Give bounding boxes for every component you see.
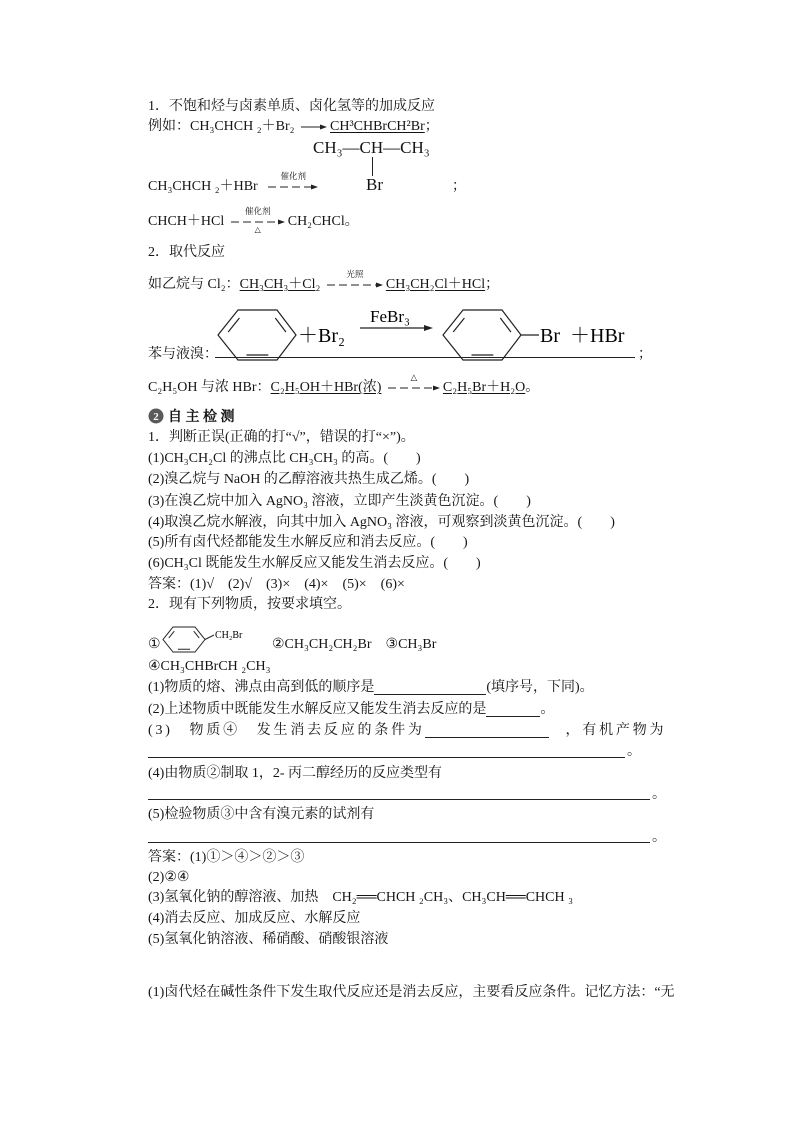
equation-product: CH₂CHCl xyxy=(287,214,345,229)
fill-prompt: 2．现有下列物质，按要求填空。 xyxy=(148,597,351,612)
judge-item: (6)CH₃Cl 既能发生水解反应又能发生消去反应。( ) xyxy=(148,556,481,571)
equation-label: 苯与液溴： xyxy=(148,347,218,362)
substance-1-label: ① xyxy=(148,637,161,652)
equation-end: ； xyxy=(424,119,439,134)
judge-item: (2)溴乙烷与 NaOH 的乙醇溶液共热生成乙烯。( ) xyxy=(148,472,470,487)
substances-2-3: ②CH₃CH₂CH₂Br ③CH₃Br xyxy=(272,637,437,652)
arrow-icon xyxy=(268,183,318,191)
equation-products: CH₃CH₂Cl＋HCl xyxy=(385,277,486,292)
equation-label: 如乙烷与 Cl₂： xyxy=(148,277,240,292)
benzene-bromination-equation xyxy=(210,300,650,362)
addition-example-bromine xyxy=(148,118,439,136)
answer-blank xyxy=(374,679,486,695)
answer-blank xyxy=(425,722,549,738)
judge-prompt: 1．判断正误(正确的打“√”，错误的打“×”)。 xyxy=(148,430,415,445)
reaction-arrow xyxy=(268,171,318,196)
reaction-arrow xyxy=(231,206,285,234)
substituent-text: Br xyxy=(540,325,560,347)
arrow-icon xyxy=(388,384,440,392)
equation-label: C₂H₅OH 与浓 HBr： xyxy=(148,380,271,395)
fill-answer: (4)消去反应、加成反应、水解反应 xyxy=(148,911,361,926)
judge-item: (5)所有卤代烃都能发生水解反应和消去反应。( ) xyxy=(148,535,468,550)
fill-question-3 xyxy=(148,722,666,740)
equation-reactants: CH₃CH₃＋Cl₂ xyxy=(239,277,321,292)
section-badge-icon xyxy=(148,408,164,424)
fill-answer: 答案：(1)①＞④＞②＞③ xyxy=(148,850,305,865)
fill-answer: (2)②④ xyxy=(148,870,190,885)
fill-question-4: (4)由物质②制取 1，2- 丙二醇经历的反应类型有 xyxy=(148,766,442,781)
equation-reactants: CH₃CHCH ₂＋HBr xyxy=(148,179,258,194)
section-title: 自 主 检 测 xyxy=(168,410,235,425)
byproduct-text: ＋HBr xyxy=(570,325,625,347)
equation-end: ； xyxy=(452,179,466,194)
bond-line xyxy=(205,635,214,640)
judge-item: (4)取溴乙烷水解液，向其中加入 AgNO₃ 溶液，可观察到淡黄色沉淀。( ) xyxy=(148,515,615,530)
answer-line xyxy=(148,842,650,843)
substitution-ethane xyxy=(148,269,500,294)
substance-4: ④CH₃CHBrCH ₂CH₃ xyxy=(148,659,271,674)
judge-item: (3)在溴乙烷中加入 AgNO₃ 溶液，立即产生淡黄色沉淀。( ) xyxy=(148,494,531,509)
equation-end: 。 xyxy=(344,214,359,229)
benzene-ring xyxy=(163,627,205,652)
substitution-ethanol xyxy=(148,372,540,397)
equation-reactants: C₂H₅OH＋HBr(浓) xyxy=(270,380,382,395)
addition-heading: 1．不饱和烃与卤素单质、卤化氢等的加成反应 xyxy=(148,99,435,114)
fill-question-5: (5)检验物质③中含有溴元素的试剂有 xyxy=(148,807,375,822)
arrow-icon xyxy=(327,281,383,289)
equation-products: C₂H₅Br＋H₂O xyxy=(442,380,526,395)
equation-reactants: CHCH＋HCl xyxy=(148,214,225,229)
example-label: 例如： xyxy=(148,119,190,134)
arrow-icon xyxy=(301,123,327,131)
reaction-arrow xyxy=(301,118,327,136)
question-text: (3) 物质④ 发生消去反应的条件为 xyxy=(148,723,425,738)
reaction-condition: △ xyxy=(410,372,418,382)
answer-underline xyxy=(215,357,635,358)
benzyl-bromide-structure xyxy=(162,624,262,654)
addition-example-hbr xyxy=(148,171,321,196)
question-after: 。 xyxy=(540,702,555,717)
answer-line xyxy=(148,757,625,758)
substance-1-group: CH₂Br xyxy=(215,630,243,641)
reaction-condition-bottom: △ xyxy=(254,225,261,234)
reaction-arrow xyxy=(388,372,440,397)
judge-answer: 答案：(1)√ (2)√ (3)× (4)× (5)× (6)× xyxy=(148,577,405,592)
question-text: (2)上述物质中既能发生水解反应又能发生消去反应的是 xyxy=(148,702,487,717)
reaction-condition: 催化剂 xyxy=(280,171,306,181)
fill-answer: (3)氢氧化钠的醇溶液、加热 CH₂══CHCH ₂CH₃、CH₃CH══CHCH ₃ xyxy=(148,890,573,905)
equation-end: 。 xyxy=(525,380,540,395)
reaction-condition: 光照 xyxy=(346,269,364,279)
equation-reactants: CH₃CHCH ₂＋Br₂ xyxy=(190,119,295,134)
fill-question-1 xyxy=(148,679,594,697)
bromobenzene-ring xyxy=(443,310,521,360)
self-check-header xyxy=(148,408,235,427)
answer-line xyxy=(148,799,650,800)
benzene-ring xyxy=(218,310,296,360)
substitution-heading: 2．取代反应 xyxy=(148,245,225,260)
question-end: 。 xyxy=(627,744,641,759)
reagent-text: ＋Br₂ xyxy=(298,325,345,347)
equation-product: CH³CHBrCH²Br xyxy=(330,119,425,134)
question-text: (1)物质的熔、沸点由高到低的顺序是 xyxy=(148,680,375,695)
judge-item: (1)CH₃CH₂Cl 的沸点比 CH₃CH₃ 的高。( ) xyxy=(148,451,421,466)
answer-blank xyxy=(486,701,540,717)
equation-end: ； xyxy=(638,347,652,362)
fill-question-2 xyxy=(148,701,554,719)
reaction-arrow xyxy=(327,269,383,294)
section-badge-number: 2 xyxy=(153,411,159,423)
fill-answer: (5)氢氧化钠溶液、稀硝酸、硝酸银溶液 xyxy=(148,932,389,947)
structural-formula-chain: CH₃—CH—CH₃ xyxy=(313,138,430,157)
reaction-condition-top: 催化剂 xyxy=(244,206,271,216)
catalyst-text: FeBr₃ xyxy=(370,307,410,326)
addition-example-hcl xyxy=(148,206,359,234)
question-after: ，有机产物为 xyxy=(548,723,667,738)
structural-formula-substituent: Br xyxy=(366,175,383,194)
method-tip: (1)卤代烃在碱性条件下发生取代反应还是消去反应，主要看反应条件。记忆方法：“无 xyxy=(148,985,675,1000)
question-after: (填序号，下同)。 xyxy=(486,680,594,695)
bond-line xyxy=(372,157,373,176)
question-end: 。 xyxy=(652,830,666,845)
question-end: 。 xyxy=(652,787,666,802)
equation-end: ； xyxy=(485,277,500,292)
